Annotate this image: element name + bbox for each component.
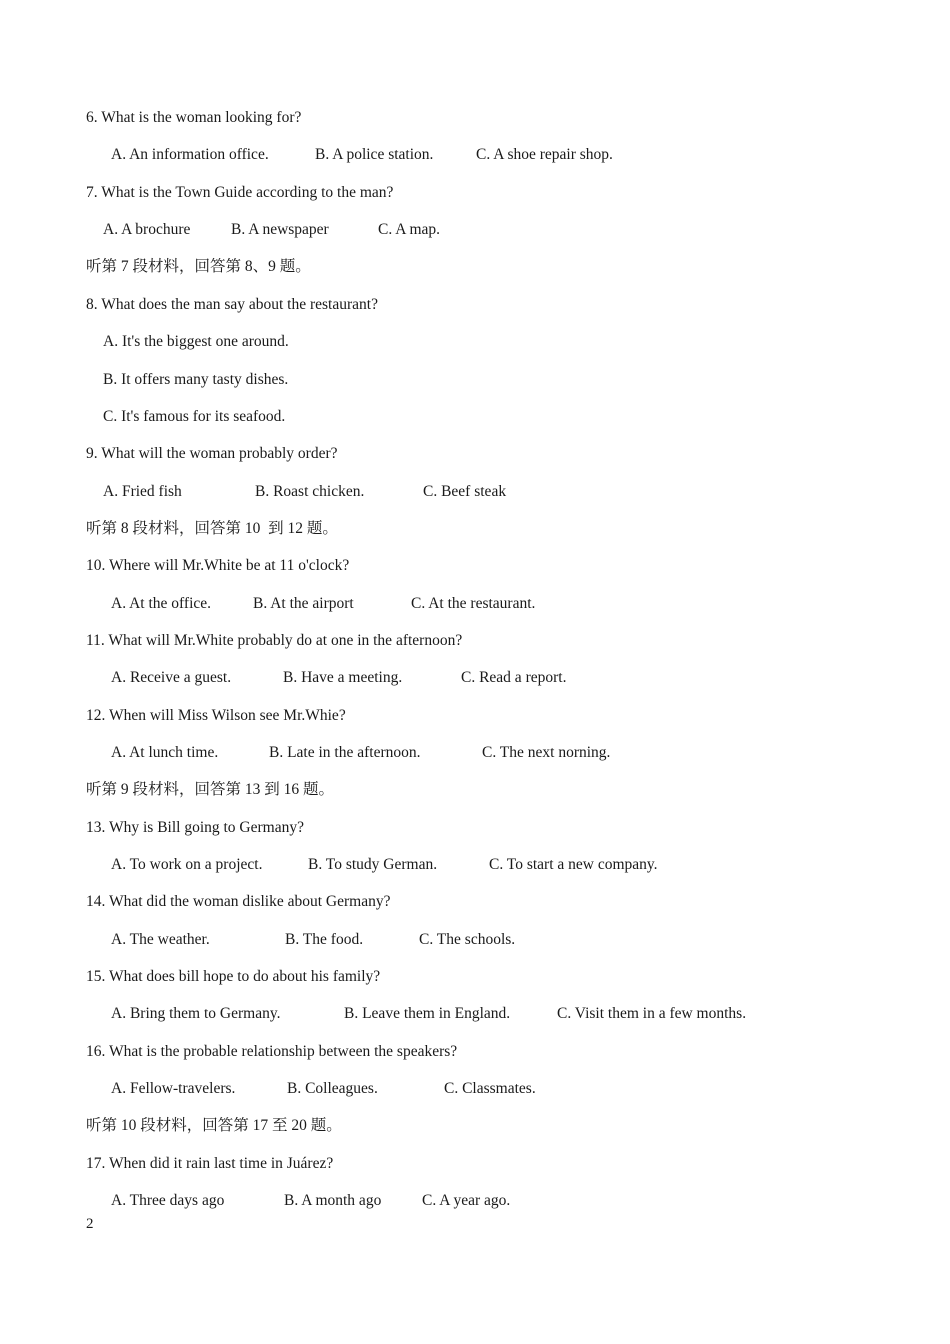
question-13: 13. Why is Bill going to Germany?: [86, 819, 304, 836]
option-16a: A. Fellow-travelers.: [111, 1080, 236, 1097]
option-11b: B. Have a meeting.: [283, 669, 403, 686]
section-heading-7: 听第 7 段材料，回答第 8、9 题。: [86, 258, 311, 275]
option-16c: C. Classmates.: [444, 1080, 536, 1097]
option-14b: B. The food.: [285, 931, 364, 948]
option-17a: A. Three days ago: [111, 1192, 225, 1209]
option-8c: C. It's famous for its seafood.: [103, 408, 286, 425]
option-13b: B. To study German.: [308, 856, 438, 873]
option-10a: A. At the office.: [111, 595, 212, 612]
option-15c: C. Visit them in a few months.: [557, 1005, 747, 1022]
option-6a: A. An information office.: [111, 146, 269, 163]
section-heading-10: 听第 10 段材料，回答第 17 至 20 题。: [86, 1117, 342, 1134]
question-16: 16. What is the probable relationship between the speakers?: [86, 1043, 458, 1060]
option-8a: A. It's the biggest one around.: [103, 333, 289, 350]
option-10b: B. At the airport: [253, 595, 354, 612]
question-6: 6. What is the woman looking for?: [86, 109, 302, 126]
option-6b: B. A police station.: [315, 146, 434, 163]
option-15a: A. Bring them to Germany.: [111, 1005, 281, 1022]
question-9: 9. What will the woman probably order?: [86, 445, 338, 462]
option-17b: B. A month ago: [284, 1192, 382, 1209]
option-12c: C. The next norning.: [482, 744, 611, 761]
option-16b: B. Colleagues.: [287, 1080, 378, 1097]
option-7b: B. A newspaper: [231, 221, 329, 238]
question-7: 7. What is the Town Guide according to the man?: [86, 184, 394, 201]
option-11c: C. Read a report.: [461, 669, 567, 686]
option-13c: C. To start a new company.: [489, 856, 658, 873]
option-6c: C. A shoe repair shop.: [476, 146, 613, 163]
option-8b: B. It offers many tasty dishes.: [103, 371, 289, 388]
question-17: 17. When did it rain last time in Juárez?: [86, 1155, 334, 1172]
question-8: 8. What does the man say about the restaurant?: [86, 296, 378, 313]
option-9c: C. Beef steak: [423, 483, 507, 500]
question-12: 12. When will Miss Wilson see Mr.Whie?: [86, 707, 346, 724]
question-15: 15. What does bill hope to do about his family?: [86, 968, 381, 985]
option-15b: B. Leave them in England.: [344, 1005, 511, 1022]
option-14a: A. The weather.: [111, 931, 210, 948]
question-11: 11. What will Mr.White probably do at one in the afternoon?: [86, 632, 463, 649]
option-10c: C. At the restaurant.: [411, 595, 536, 612]
section-heading-9: 听第 9 段材料，回答第 13 到 16 题。: [86, 781, 335, 798]
option-7c: C. A map.: [378, 221, 441, 238]
question-10: 10. Where will Mr.White be at 11 o'clock?: [86, 557, 350, 574]
option-9b: B. Roast chicken.: [255, 483, 365, 500]
page-number: 2: [86, 1216, 94, 1232]
option-7a: A. A brochure: [103, 221, 191, 238]
option-13a: A. To work on a project.: [111, 856, 263, 873]
option-11a: A. Receive a guest.: [111, 669, 232, 686]
option-12b: B. Late in the afternoon.: [269, 744, 421, 761]
option-12a: A. At lunch time.: [111, 744, 219, 761]
option-17c: C. A year ago.: [422, 1192, 511, 1209]
section-heading-8: 听第 8 段材料，回答第 10 到 12 题。: [86, 520, 338, 537]
question-14: 14. What did the woman dislike about Germany?: [86, 893, 391, 910]
option-14c: C. The schools.: [419, 931, 516, 948]
option-9a: A. Fried fish: [103, 483, 182, 500]
